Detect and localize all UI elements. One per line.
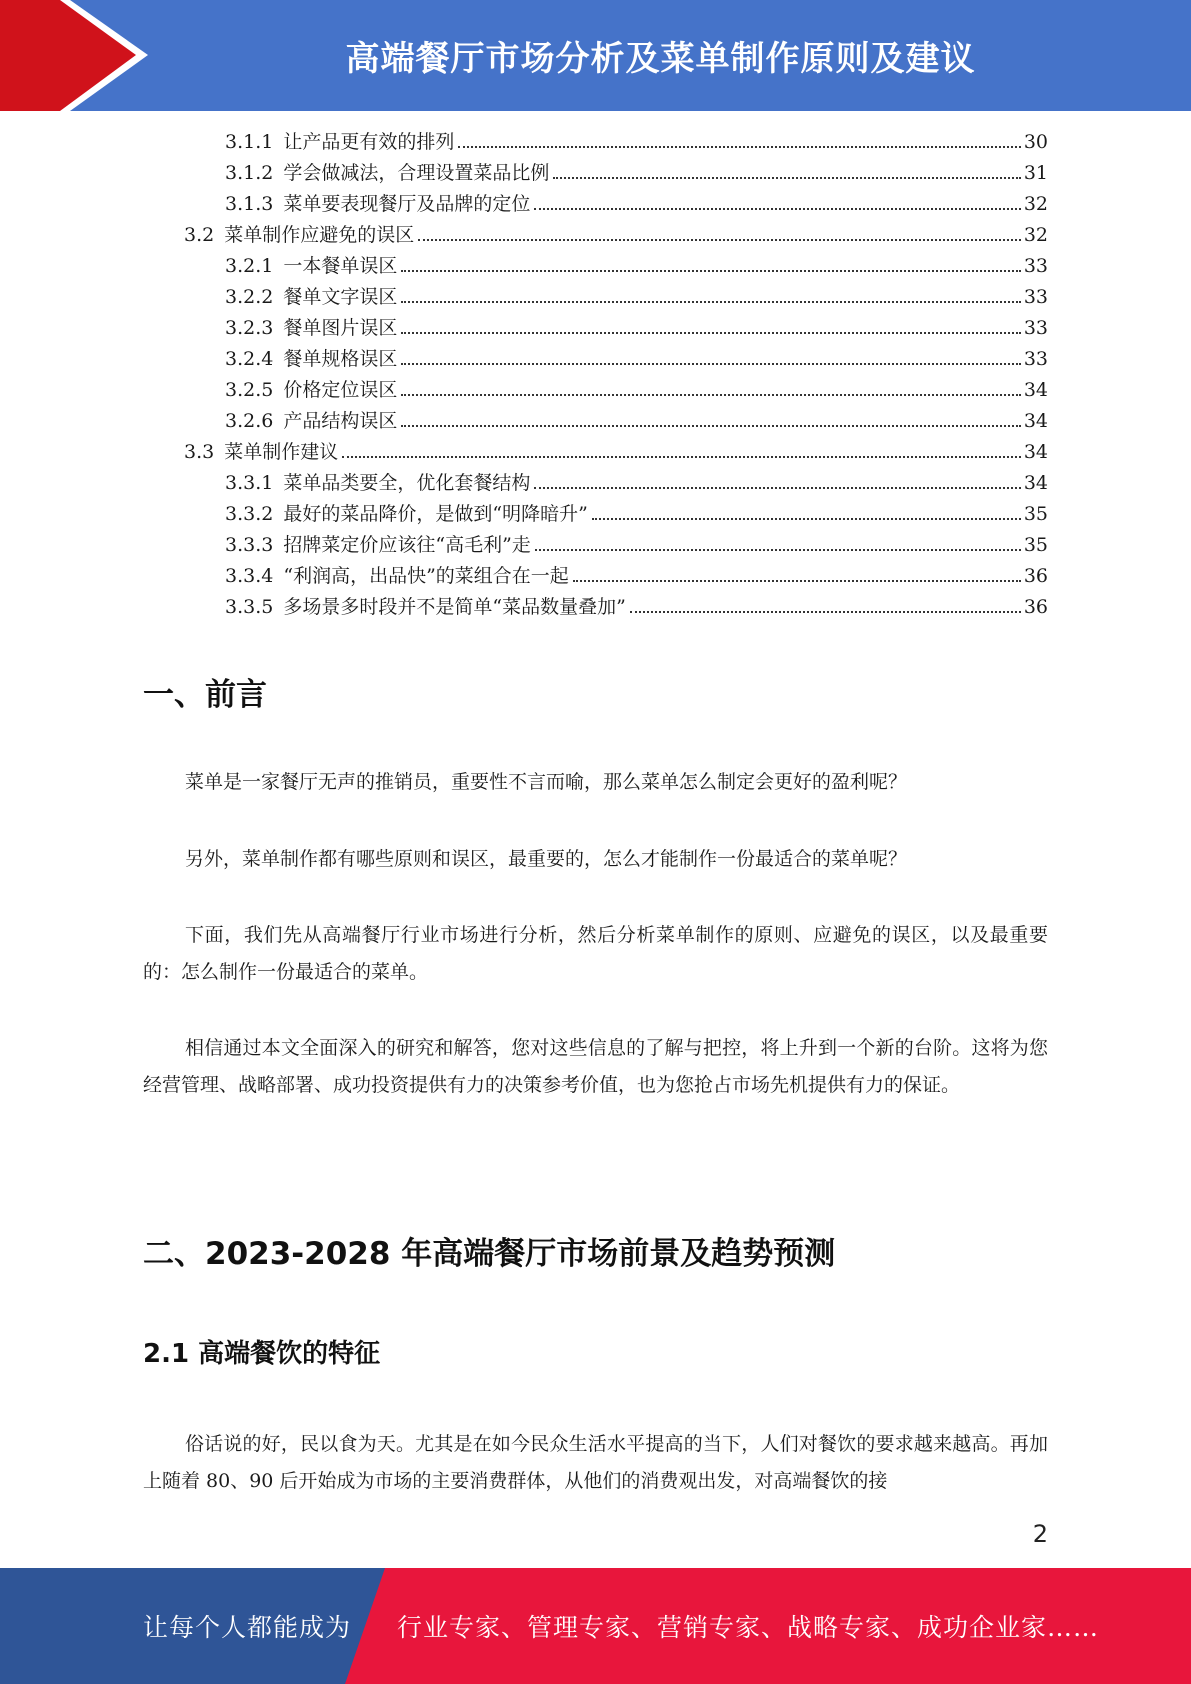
preface-heading: 一、前言 [143, 677, 267, 713]
toc-entry-title: 餐单图片误区 [283, 317, 398, 339]
toc-entry-number: 3.3.4 [225, 565, 274, 587]
toc-entry-number: 3.2.5 [225, 379, 274, 401]
toc-dot-leader [535, 549, 1021, 551]
toc-entry[interactable] [225, 313, 1048, 344]
toc-entry-page: 31 [1023, 162, 1048, 184]
chapter-2-heading: 二、2023-2028 年高端餐厅市场前景及趋势预测 [143, 1236, 836, 1272]
toc-dot-leader [573, 580, 1021, 582]
toc-entry-page: 33 [1023, 286, 1048, 308]
document-title: 高端餐厅市场分析及菜单制作原则及建议 [345, 39, 976, 79]
toc-entry-page: 36 [1023, 596, 1048, 618]
toc-entry[interactable] [184, 220, 1048, 251]
page-header [0, 0, 1191, 111]
toc-entry-title: 招牌菜定价应该往“高毛利”走 [283, 534, 531, 556]
toc-entry-page: 33 [1023, 255, 1048, 277]
toc-entry-number: 3.2.6 [225, 410, 274, 432]
preface-paragraph-4: 相信通过本文全面深入的研究和解答，您对这些信息的了解与把控，将上升到一个新的台阶。这将为您经营管理、战略部署、成功投资提供有力的决策参考价值，也为您抢占市场先机提供有力的保证。 [143, 1037, 1048, 1096]
toc-entry-number: 3.2.4 [225, 348, 274, 370]
toc-entry[interactable] [225, 127, 1048, 158]
toc-entry[interactable] [225, 158, 1048, 189]
toc-entry-title: 菜单制作建议 [224, 441, 339, 463]
toc-entry[interactable] [225, 499, 1048, 530]
toc-dot-leader [592, 518, 1021, 520]
toc-entry[interactable] [225, 592, 1048, 623]
header-arrow-decoration [0, 0, 160, 111]
toc-entry-title: 让产品更有效的排列 [283, 131, 455, 153]
toc-entry-page: 32 [1023, 224, 1048, 246]
toc-entry[interactable] [225, 468, 1048, 499]
toc-dot-leader [534, 487, 1020, 489]
toc-entry-title: 学会做减法，合理设置菜品比例 [283, 162, 550, 184]
toc-entry-page: 34 [1023, 472, 1048, 494]
toc-entry[interactable] [225, 530, 1048, 561]
toc-dot-leader [342, 456, 1021, 458]
toc-entry-title: 菜单制作应避免的误区 [224, 224, 415, 246]
toc-entry-title: 多场景多时段并不是简单“菜品数量叠加” [283, 596, 626, 618]
toc-entry-page: 33 [1023, 317, 1048, 339]
toc-dot-leader [553, 177, 1020, 179]
toc-entry-number: 3.3.5 [225, 596, 274, 618]
toc-dot-leader [401, 270, 1020, 272]
toc-dot-leader [401, 301, 1020, 303]
toc-entry-number: 3.3.3 [225, 534, 274, 556]
toc-entry[interactable] [225, 251, 1048, 282]
section-2-1-paragraph: 俗话说的好，民以食为天。尤其是在如今民众生活水平提高的当下，人们对餐饮的要求越来越高。再加上随着 80、90 后开始成为市场的主要消费群体，从他们的消费观出发，对高端餐饮的接 [143, 1433, 1048, 1492]
footer-slogan-right: 行业专家、管理专家、营销专家、战略专家、成功企业家…… [397, 1613, 1100, 1642]
toc-entry-number: 3.2.1 [225, 255, 274, 277]
toc-entry-title: 餐单文字误区 [283, 286, 398, 308]
toc-entry[interactable] [225, 282, 1048, 313]
toc-entry-page: 34 [1023, 379, 1048, 401]
toc-dot-leader [401, 363, 1020, 365]
toc-entry-title: 一本餐单误区 [283, 255, 398, 277]
toc-entry-number: 3.2.2 [225, 286, 274, 308]
preface-paragraph-2: 另外，菜单制作都有哪些原则和误区，最重要的，怎么才能制作一份最适合的菜单呢？ [185, 848, 908, 870]
toc-entry[interactable] [184, 437, 1048, 468]
section-2-1-heading: 2.1 高端餐饮的特征 [143, 1339, 381, 1369]
toc-entry-title: 最好的菜品降价，是做到“明降暗升” [283, 503, 588, 525]
preface-paragraph-3: 下面，我们先从高端餐厅行业市场进行分析，然后分析菜单制作的原则、应避免的误区，以及最重要的：怎么制作一份最适合的菜单。 [143, 924, 1048, 983]
toc-entry[interactable] [225, 406, 1048, 437]
page-number: 2 [1032, 1520, 1048, 1548]
toc-entry-number: 3.2.3 [225, 317, 274, 339]
toc-entry-page: 35 [1023, 503, 1048, 525]
toc-dot-leader [458, 146, 1020, 148]
toc-dot-leader [534, 208, 1020, 210]
toc-entry-number: 3.3.2 [225, 503, 274, 525]
toc-entry[interactable] [225, 344, 1048, 375]
toc-entry-number: 3.3.1 [225, 472, 274, 494]
toc-entry-title: “利润高，出品快”的菜组合在一起 [283, 565, 569, 587]
toc-dot-leader [401, 425, 1020, 427]
toc-entry-number: 3.2 [184, 224, 215, 246]
toc-entry-page: 34 [1023, 441, 1048, 463]
toc-entry[interactable] [225, 561, 1048, 592]
toc-entry[interactable] [225, 189, 1048, 220]
preface-paragraph-1: 菜单是一家餐厅无声的推销员，重要性不言而喻，那么菜单怎么制定会更好的盈利呢？ [185, 771, 908, 793]
toc-entry-number: 3.1.3 [225, 193, 274, 215]
toc-entry-number: 3.1.1 [225, 131, 274, 153]
footer-slogan-left: 让每个人都能成为 [143, 1613, 352, 1642]
toc-dot-leader [630, 611, 1021, 613]
toc-entry-number: 3.1.2 [225, 162, 274, 184]
toc-entry-title: 产品结构误区 [283, 410, 398, 432]
toc-entry-title: 价格定位误区 [283, 379, 398, 401]
toc-dot-leader [401, 394, 1020, 396]
toc-dot-leader [418, 239, 1021, 241]
toc-entry-page: 33 [1023, 348, 1048, 370]
toc-entry-title: 餐单规格误区 [283, 348, 398, 370]
toc-entry-page: 36 [1023, 565, 1048, 587]
toc-entry-number: 3.3 [184, 441, 215, 463]
toc-entry-page: 34 [1023, 410, 1048, 432]
toc-dot-leader [401, 332, 1020, 334]
toc-entry[interactable] [225, 375, 1048, 406]
toc-entry-page: 30 [1023, 131, 1048, 153]
toc-entry-title: 菜单要表现餐厅及品牌的定位 [283, 193, 531, 215]
toc-entry-title: 菜单品类要全，优化套餐结构 [283, 472, 531, 494]
toc-entry-page: 32 [1023, 193, 1048, 215]
toc-entry-page: 35 [1023, 534, 1048, 556]
page-footer [0, 1568, 1191, 1684]
